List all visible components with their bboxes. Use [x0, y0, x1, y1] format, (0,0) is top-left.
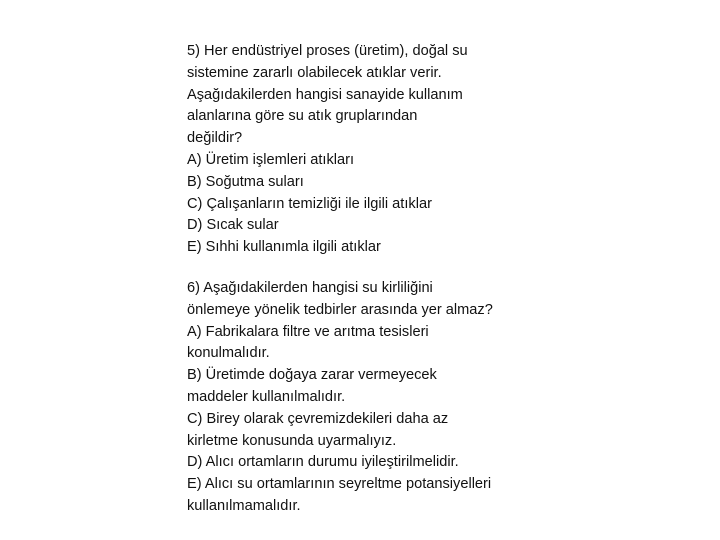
question-5-number: 5	[187, 43, 196, 59]
question-5-option-a: A) Üretim işlemleri atıkları	[187, 151, 355, 168]
question-5-stem-line-1: 5) Her endüstriyel proses (üretim), doğal su	[187, 43, 468, 59]
question-5-option-b: B) Soğutma suları	[187, 173, 304, 190]
question-6-stem-line-1: 6) Aşağıdakilerden hangisi su kirliliğini	[187, 280, 433, 296]
question-5-stem-line-3: Aşağıdakilerden hangisi sanayide kullanım	[187, 86, 463, 103]
question-6-option-c-line-2: kirletme konusunda uyarmalıyız.	[187, 432, 397, 449]
question-6-option-d: D) Alıcı ortamların durumu iyileştirilmelidir.	[187, 454, 459, 471]
question-5-option-c: C) Çalışanların temizliği ile ilgili atıklar	[187, 195, 432, 212]
question-6-option-e-line-2: kullanılmamalıdır.	[187, 497, 301, 514]
question-5-option-e: E) Sıhhi kullanımla ilgili atıklar	[187, 239, 381, 256]
question-6-option-b-line-1: B) Üretimde doğaya zarar vermeyecek	[187, 367, 437, 384]
question-5	[187, 41, 547, 259]
question-5-option-d: D) Sıcak sular	[187, 217, 279, 234]
question-6-stem-line-2: önlemeye yönelik tedbirler arasında yer almaz?	[187, 301, 493, 318]
question-6-option-e-line-1: E) Alıcı su ortamlarının seyreltme potansiyelleri	[187, 476, 492, 493]
question-5-stem-line-5: değildir?	[187, 130, 243, 147]
question-5-stem-line-2: sistemine zararlı olabilecek atıklar verir.	[187, 64, 442, 81]
question-6-option-a-line-2: konulmalıdır.	[187, 345, 270, 362]
question-6-option-a-line-1: A) Fabrikalara filtre ve arıtma tesisleri	[187, 323, 429, 340]
question-6-option-c-line-1: C) Birey olarak çevremizdekileri daha az	[187, 410, 449, 427]
question-6	[187, 278, 547, 518]
question-6-option-b-line-2: maddeler kullanılmalıdır.	[187, 388, 346, 405]
question-6-number: 6	[187, 280, 196, 296]
question-5-stem-line-4: alanlarına göre su atık gruplarından	[187, 108, 418, 125]
